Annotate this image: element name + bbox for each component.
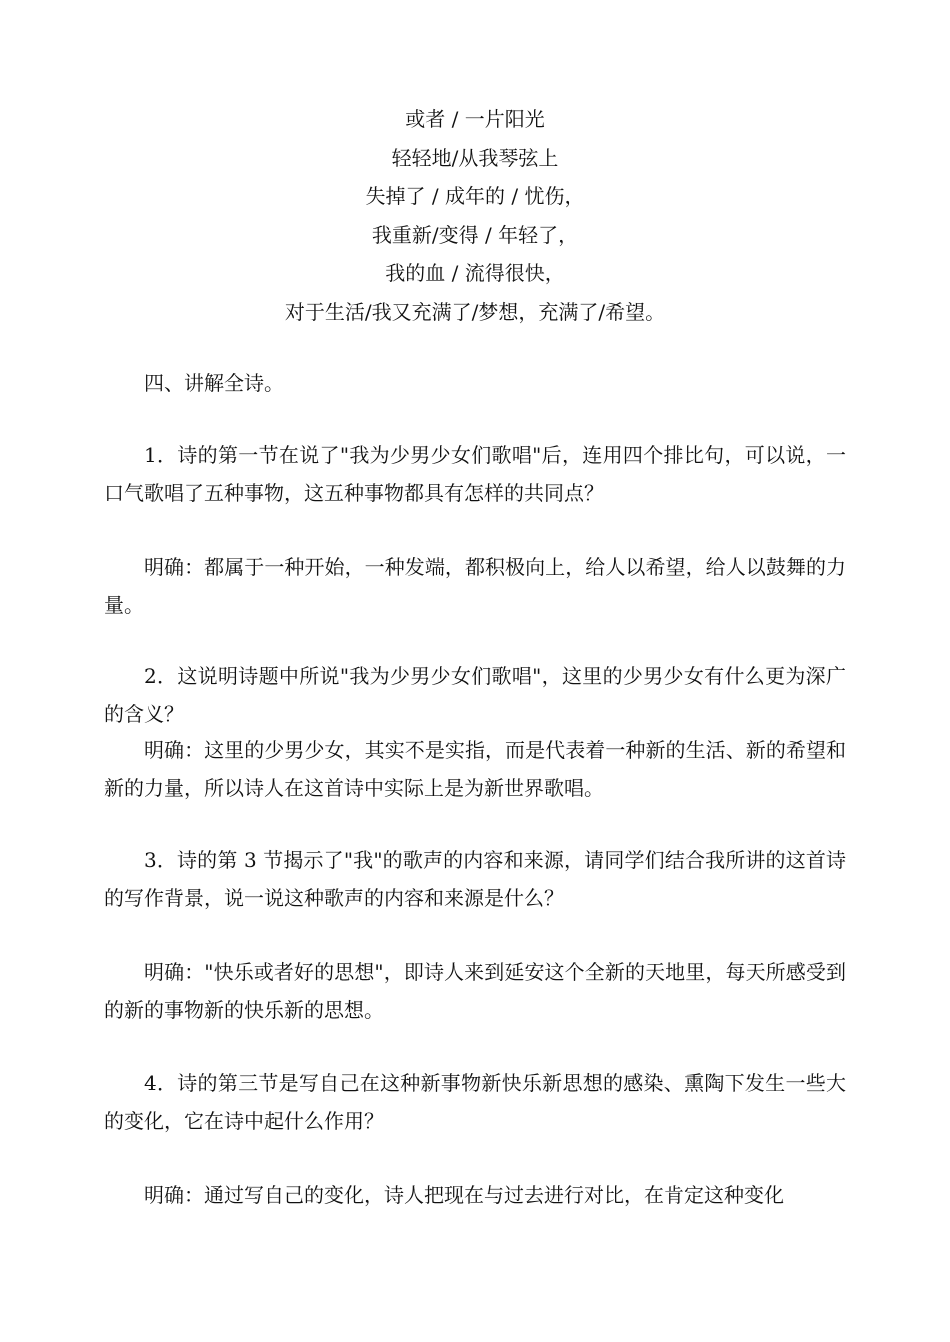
answer-3: 明确："快乐或者好的思想"，即诗人来到延安这个全新的天地里，每天所感受到的新的事物新的快乐新的思想。 — [104, 960, 846, 1022]
question-3: 3．诗的第 3 节揭示了"我"的歌声的内容和来源，请同学们结合我所讲的这首诗的写作背景，说一说这种歌声的内容和来源是什么？ — [104, 848, 846, 910]
answer-4: 明确：通过写自己的变化，诗人把现在与过去进行对比，在肯定这种变化 — [144, 1183, 784, 1207]
answer-2: 明确：这里的少男少女，其实不是实指，而是代表着一种新的生活、新的希望和新的力量，所以诗人在这首诗中实际上是为新世界歌唱。 — [104, 738, 846, 800]
poem-line: 或者 / 一片阳光 — [405, 107, 545, 131]
poem-line: 失掉了 / 成年的 / 忧伤， — [365, 184, 585, 208]
poem-line: 我重新/变得 / 年轻了， — [371, 222, 579, 247]
poem-line: 我的血 / 流得很快， — [385, 261, 565, 285]
answer-1: 明确：都属于一种开始，一种发端，都积极向上，给人以希望，给人以鼓舞的力量。 — [104, 555, 846, 617]
poem-stanza — [0, 100, 950, 331]
section-heading: 四、讲解全诗。 — [144, 371, 284, 395]
question-2: 2．这说明诗题中所说"我为少男少女们歌唱"，这里的少男少女有什么更为深广的含义？ — [104, 664, 846, 726]
poem-line: 轻轻地/从我琴弦上 — [391, 145, 559, 170]
question-1: 1．诗的第一节在说了"我为少男少女们歌唱"后，连用四个排比句，可以说，一口气歌唱了五种事物，这五种事物都具有怎样的共同点？ — [104, 443, 846, 505]
question-4: 4．诗的第三节是写自己在这种新事物新快乐新思想的感染、熏陶下发生一些大的变化，它在诗中起什么作用？ — [104, 1071, 846, 1133]
poem-line: 对于生活/我又充满了/梦想，充满了/希望。 — [284, 299, 666, 324]
